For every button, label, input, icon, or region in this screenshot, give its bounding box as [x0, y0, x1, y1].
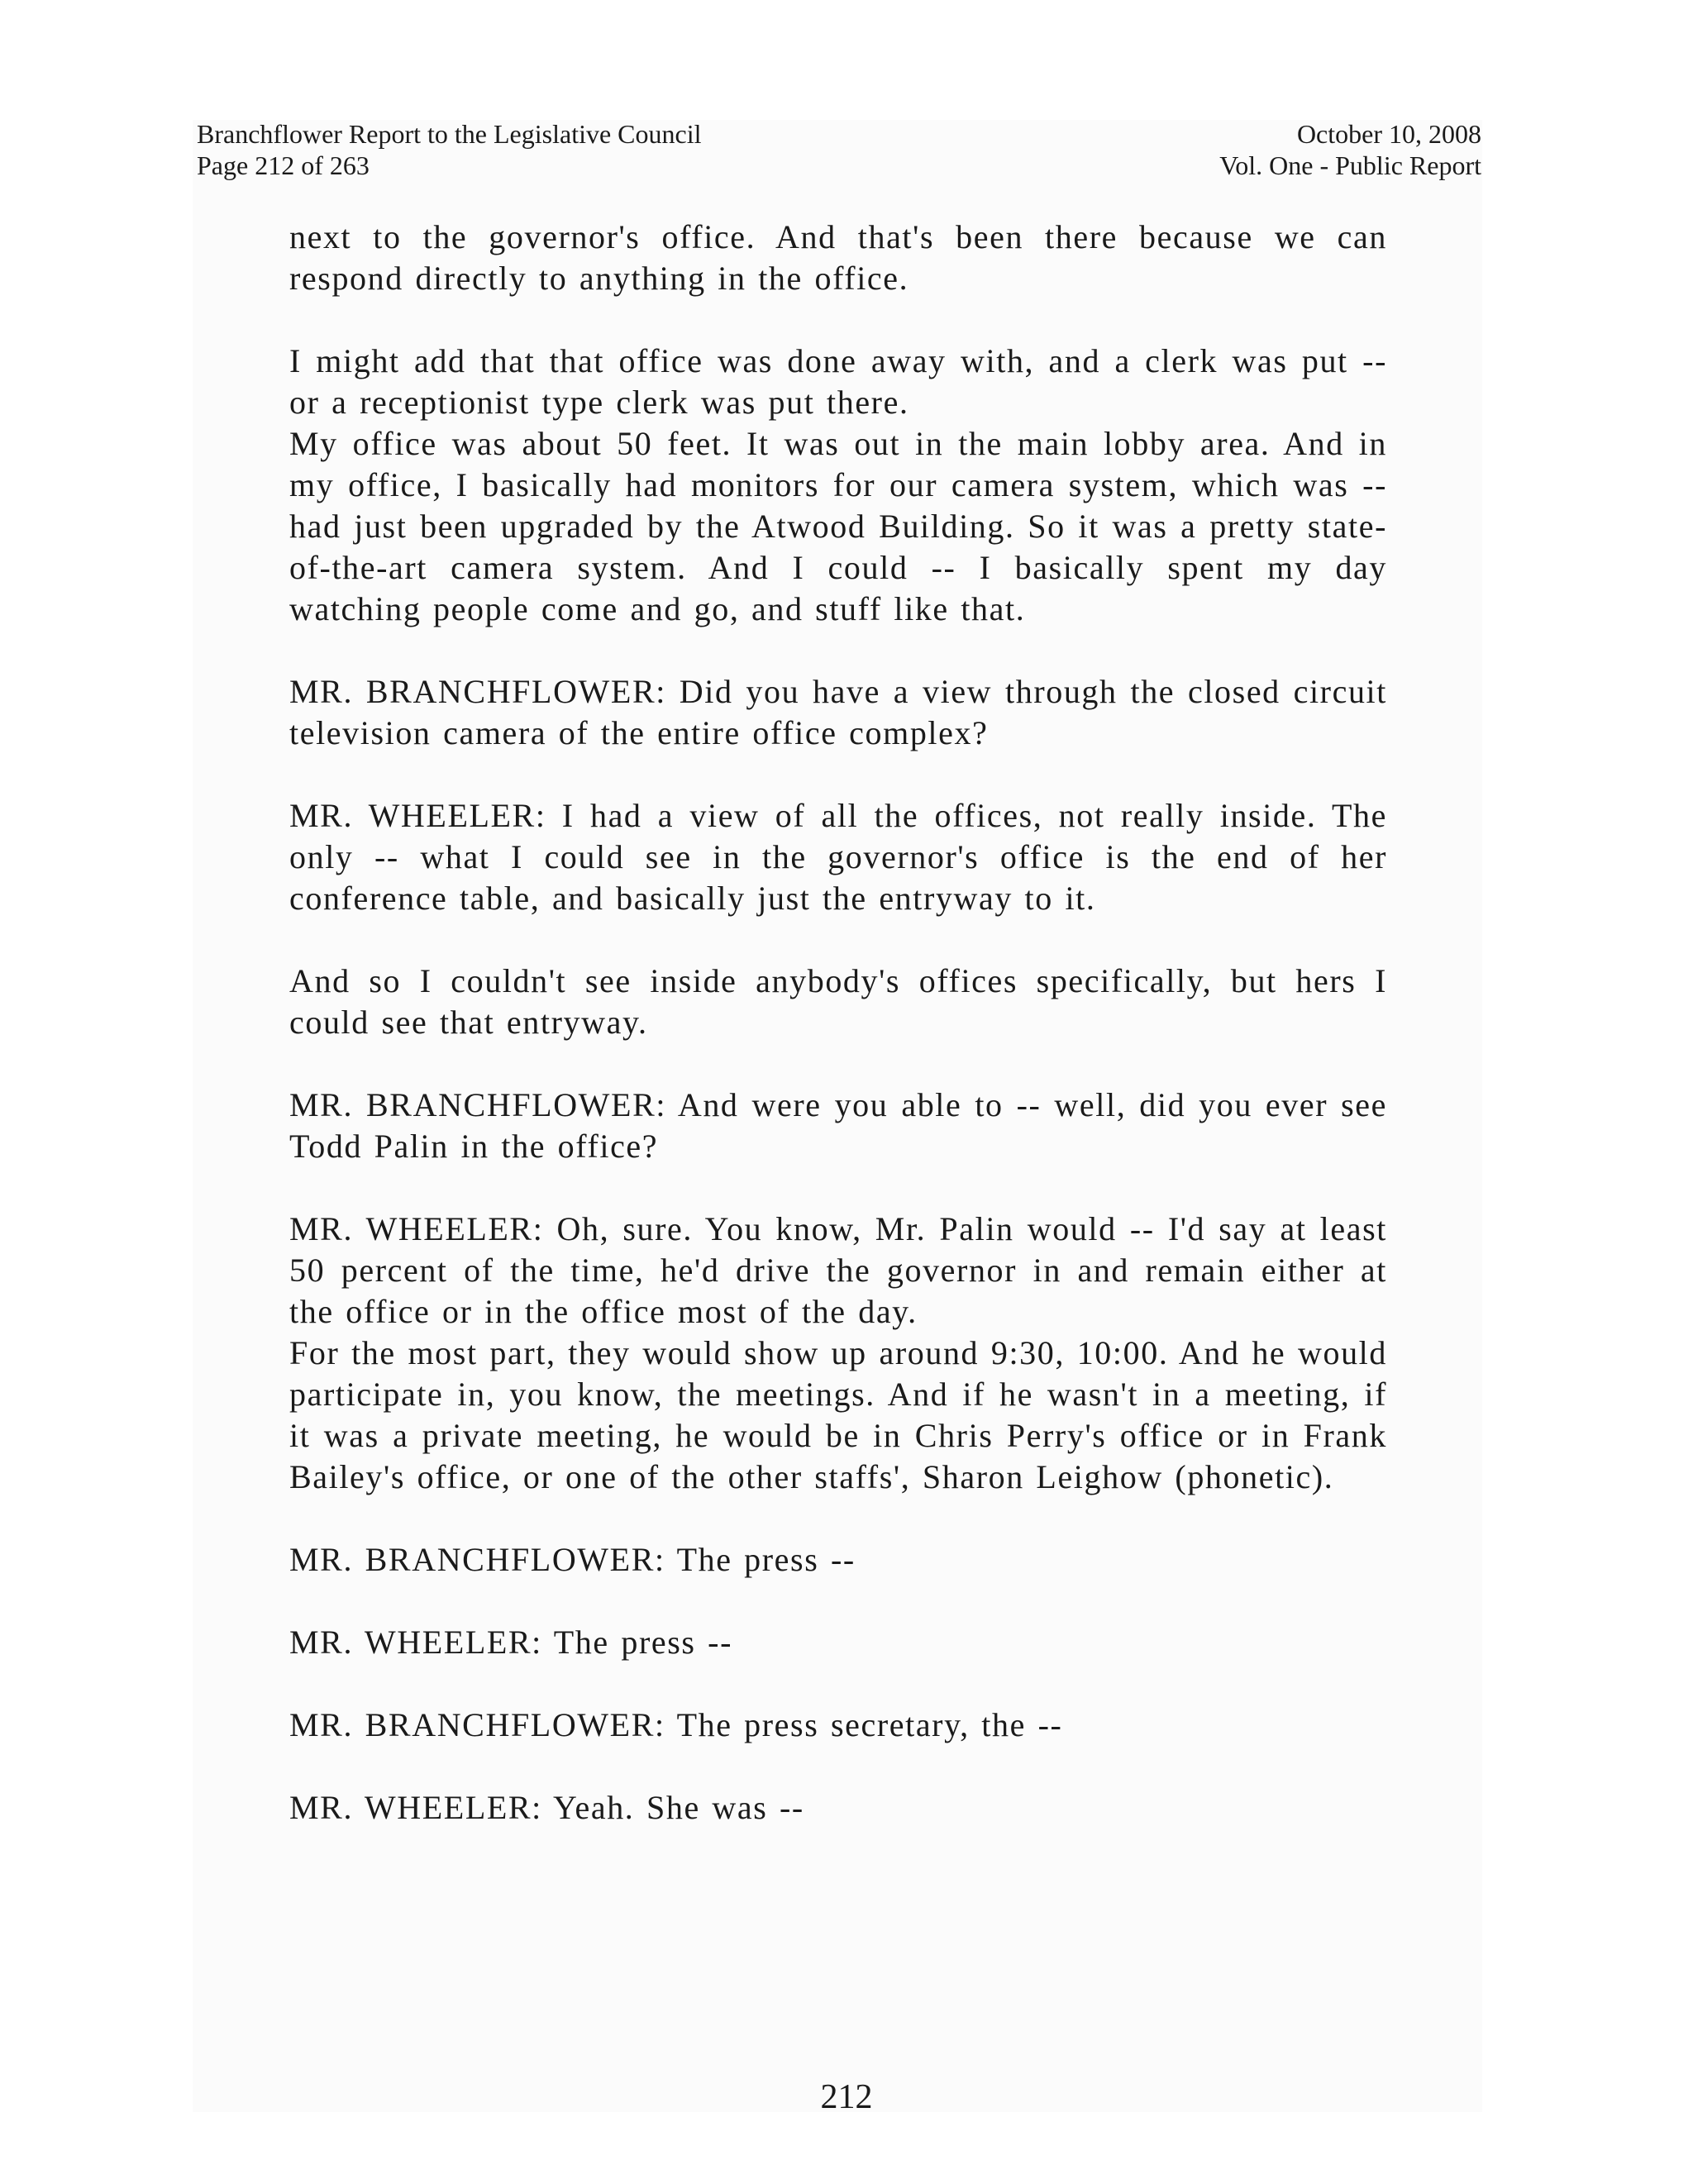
header-left — [197, 118, 702, 181]
report-date: October 10, 2008 — [1296, 119, 1481, 149]
paragraph: I might add that that office was done away with, and a clerk was put -- or a receptionist type clerk was put there. — [289, 342, 1387, 421]
paragraph: MR. BRANCHFLOWER: And were you able to -- well, did you ever see Todd Palin in the office? — [289, 1086, 1387, 1165]
paragraph: MR. BRANCHFLOWER: The press -- — [289, 1541, 856, 1578]
report-title: Branchflower Report to the Legislative Council — [197, 119, 702, 149]
paragraph: MR. BRANCHFLOWER: Did you have a view through the closed circuit television camera of the entire office complex? — [289, 673, 1387, 751]
paragraph: MR. WHEELER: Oh, sure. You know, Mr. Palin would -- I'd say at least 50 percent of the time, he'd drive the governor in and remain either at the office or in the office most of the day. — [289, 1210, 1387, 1330]
paragraph: And so I couldn't see inside anybody's offices specifically, but hers I could see that entryway. — [289, 962, 1387, 1041]
transcript-body — [289, 217, 1387, 1870]
paragraph: MR. WHEELER: I had a view of all the offices, not really inside. The only -- what I could see in the governor's office is the end of her conference table, and basically just the entryway to it. — [289, 797, 1387, 917]
page-number: 212 — [820, 2078, 873, 2116]
paragraph: MR. WHEELER: The press -- — [289, 1624, 733, 1661]
page-count: Page 212 of 263 — [197, 150, 370, 180]
paragraph: MR. BRANCHFLOWER: The press secretary, the -- — [289, 1706, 1063, 1743]
paragraph: MR. WHEELER: Yeah. She was -- — [289, 1789, 804, 1826]
paragraph: For the most part, they would show up around 9:30, 10:00. And he would participate in, you know, the meetings. And if he wasn't in a meeting, if it was a private meeting, he would be in Chris Perry's office or in Frank Bailey's office, or one of the other staffs', Sharon Leighow (phonetic). — [289, 1334, 1387, 1495]
volume-label: Vol. One - Public Report — [1219, 150, 1481, 180]
header-right — [1219, 118, 1481, 181]
paragraph: next to the governor's office. And that's been there because we can respond directly to anything in the office. — [289, 218, 1387, 297]
paragraph: My office was about 50 feet. It was out in the main lobby area. And in my office, I basically had monitors for our camera system, which was -- had just been upgraded by the Atwood Building. So it was a pretty state-of-the-art camera system. And I could -- I basically spent my day watching people come and go, and stuff like that. — [289, 425, 1387, 627]
